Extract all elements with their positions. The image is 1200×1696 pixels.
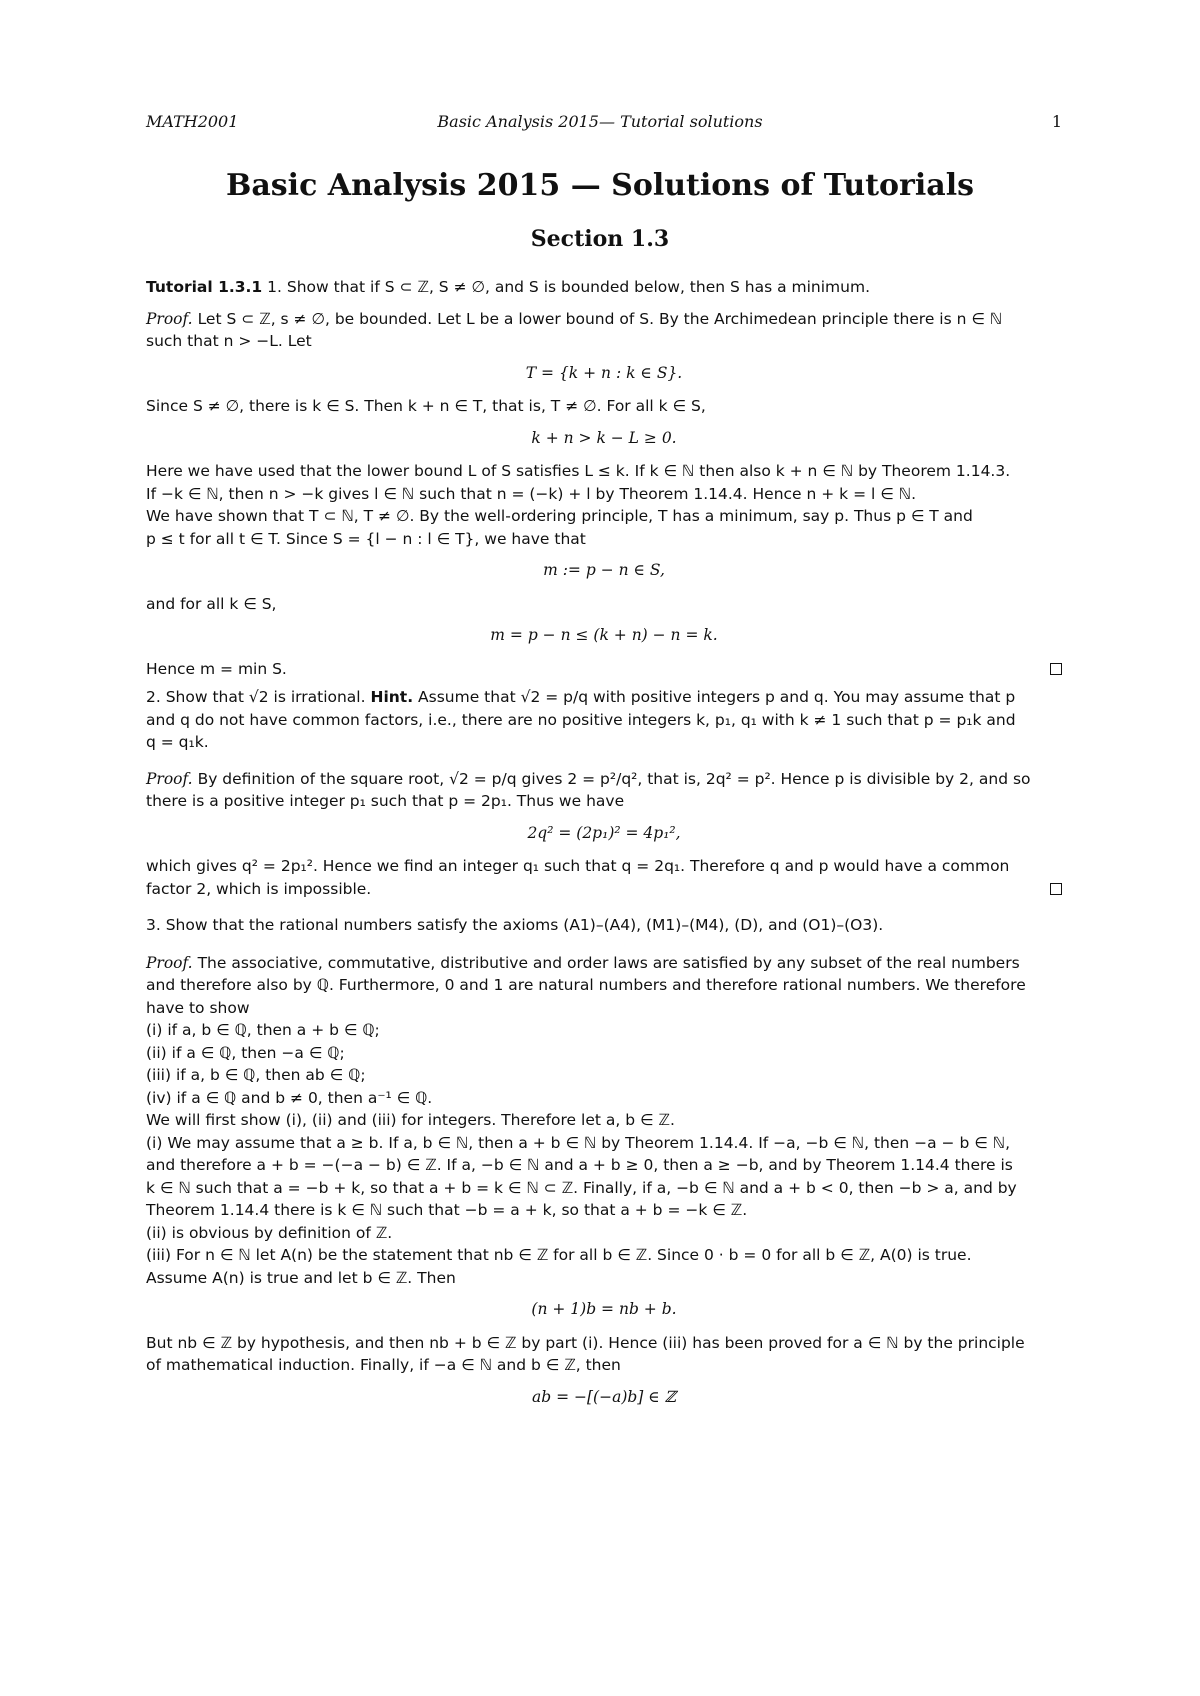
- proof-text: of mathematical induction. Finally, if −a ∈ ℕ and b ∈ ℤ, then: [146, 1356, 621, 1374]
- proof-text: Let S ⊂ ℤ, s ≠ ∅, be bounded. Let L be a lower bound of S. By the Archimedean principle there is n ∈ ℕ: [197, 309, 1003, 328]
- equation: k + n > k − L ≥ 0.: [531, 428, 677, 447]
- proof-text: and therefore also by ℚ. Furthermore, 0 and 1 are natural numbers and therefore rational numbers. We therefore: [146, 976, 1026, 994]
- document-body: [146, 276, 1062, 1419]
- hint-text: and q do not have common factors, i.e., there are no positive integers k, p₁, q₁ with k ≠ 1 such that p = p₁k and: [146, 710, 1016, 729]
- proof-text: By definition of the square root, √2 = p/q gives 2 = p²/q², that is, 2q² = p². Hence p is divisible by 2, and so: [197, 769, 1031, 788]
- tutorial-2-proof: [146, 768, 1062, 901]
- qed-symbol: [1050, 663, 1062, 675]
- proof-text: The associative, commutative, distributive and order laws are satisfied by any subset of the real numbers: [197, 953, 1020, 972]
- proof-text: and for all k ∈ S,: [146, 594, 277, 613]
- equation: ab = −[(−a)b] ∈ ℤ: [532, 1387, 676, 1406]
- proof-label: Proof.: [146, 953, 193, 972]
- list-item: (ii) if a ∈ ℚ, then −a ∈ ℚ;: [146, 1043, 345, 1062]
- tutorial-3-question: 3. Show that the rational numbers satisfy the axioms (A1)–(A4), (M1)–(M4), (D), and (O1)–(O3).: [146, 916, 884, 934]
- tutorial-label: Tutorial 1.3.1: [146, 278, 263, 296]
- list-item: (iv) if a ∈ ℚ and b ≠ 0, then a⁻¹ ∈ ℚ.: [146, 1088, 433, 1107]
- proof-label: Proof.: [146, 309, 193, 328]
- hint-text: q = q₁k.: [146, 733, 209, 751]
- proof-text: Since S ≠ ∅, there is k ∈ S. Then k + n ∈ T, that is, T ≠ ∅. For all k ∈ S,: [146, 397, 706, 415]
- document-title: Basic Analysis 2015 — Solutions of Tutorials: [226, 168, 974, 203]
- list-item: (i) if a, b ∈ ℚ, then a + b ∈ ℚ;: [146, 1021, 380, 1039]
- list-item: (iii) if a, b ∈ ℚ, then ab ∈ ℚ;: [146, 1066, 366, 1084]
- tutorial-1-proof: [146, 308, 1062, 681]
- proof-text: k ∈ ℕ such that a = −b + k, so that a + b = k ∈ ℕ ⊂ ℤ. Finally, if a, −b ∈ ℕ and a + b < 0, then −b > a, and by: [146, 1178, 1017, 1197]
- proof-text: (ii) is obvious by definition of ℤ.: [146, 1223, 393, 1242]
- proof-text: But nb ∈ ℤ by hypothesis, and then nb + b ∈ ℤ by part (i). Hence (iii) has been proved for a ∈ ℕ by the principle: [146, 1333, 1025, 1352]
- question-text: 2. Show that √2 is irrational.: [146, 688, 366, 706]
- proof-label: Proof.: [146, 769, 193, 788]
- tutorial-1-question: [146, 276, 1062, 299]
- equation: T = {k + n : k ∈ S}.: [525, 363, 683, 382]
- hint-text: Assume that √2 = p/q with positive integers p and q. You may assume that p: [418, 688, 1016, 706]
- qed-symbol: [1050, 883, 1062, 895]
- proof-text: Theorem 1.14.4 there is k ∈ ℕ such that −b = a + k, so that a + b = −k ∈ ℤ.: [146, 1201, 748, 1219]
- header-running-title: Basic Analysis 2015— Tutorial solutions: [437, 112, 763, 131]
- proof-text: (i) We may assume that a ≥ b. If a, b ∈ ℕ, then a + b ∈ ℕ by Theorem 1.14.4. If −a, −b ∈ ℕ, then −a − b ∈ ℕ,: [146, 1133, 1010, 1152]
- proof-text: Assume A(n) is true and let b ∈ ℤ. Then: [146, 1268, 456, 1287]
- equation: m := p − n ∈ S,: [543, 561, 665, 579]
- hint-label: Hint.: [370, 688, 414, 706]
- proof-text: there is a positive integer p₁ such that p = 2p₁. Thus we have: [146, 792, 625, 810]
- question-text: 1. Show that if S ⊂ ℤ, S ≠ ∅, and S is bounded below, then S has a minimum.: [267, 278, 870, 296]
- proof-text: p ≤ t for all t ∈ T. Since S = {l − n : l ∈ T}, we have that: [146, 529, 586, 548]
- header-page-number: 1: [1051, 112, 1062, 131]
- proof-text: If −k ∈ ℕ, then n > −k gives l ∈ ℕ such that n = (−k) + l by Theorem 1.14.4. Hence n + k = l ∈ ℕ.: [146, 484, 916, 503]
- proof-text: which gives q² = 2p₁². Hence we find an integer q₁ such that q = 2q₁. Therefore q and p would have a common: [146, 857, 1010, 875]
- proof-text: Hence m = min S.: [146, 659, 287, 678]
- proof-text: We will first show (i), (ii) and (iii) for integers. Therefore let a, b ∈ ℤ.: [146, 1111, 675, 1129]
- tutorial-3-proof: [146, 952, 1062, 1409]
- proof-text: We have shown that T ⊂ ℕ, T ≠ ∅. By the well-ordering principle, T has a minimum, say p. Thus p ∈ T and: [146, 507, 973, 525]
- proof-text: Here we have used that the lower bound L of S satisfies L ≤ k. If k ∈ ℕ then also k + n ∈ ℕ by Theorem 1.14.3.: [146, 462, 1011, 480]
- tutorial-2-question: [146, 686, 1062, 754]
- equation: (n + 1)b = nb + b.: [531, 1300, 677, 1318]
- equation: m = p − n ≤ (k + n) − n = k.: [490, 626, 718, 644]
- header-course: MATH2001: [146, 112, 239, 131]
- proof-text: such that n > −L. Let: [146, 332, 312, 350]
- proof-text: have to show: [146, 998, 250, 1017]
- proof-text: and therefore a + b = −(−a − b) ∈ ℤ. If a, −b ∈ ℕ and a + b ≥ 0, then a ≥ −b, and by Theorem 1.14.4 there is: [146, 1156, 1013, 1174]
- equation: 2q² = (2p₁)² = 4p₁²,: [527, 823, 681, 842]
- proof-text: (iii) For n ∈ ℕ let A(n) be the statement that nb ∈ ℤ for all b ∈ ℤ. Since 0 · b = 0 for all b ∈ ℤ, A(0) is true.: [146, 1246, 972, 1264]
- proof-text: factor 2, which is impossible.: [146, 879, 372, 898]
- section-heading: Section 1.3: [530, 226, 670, 252]
